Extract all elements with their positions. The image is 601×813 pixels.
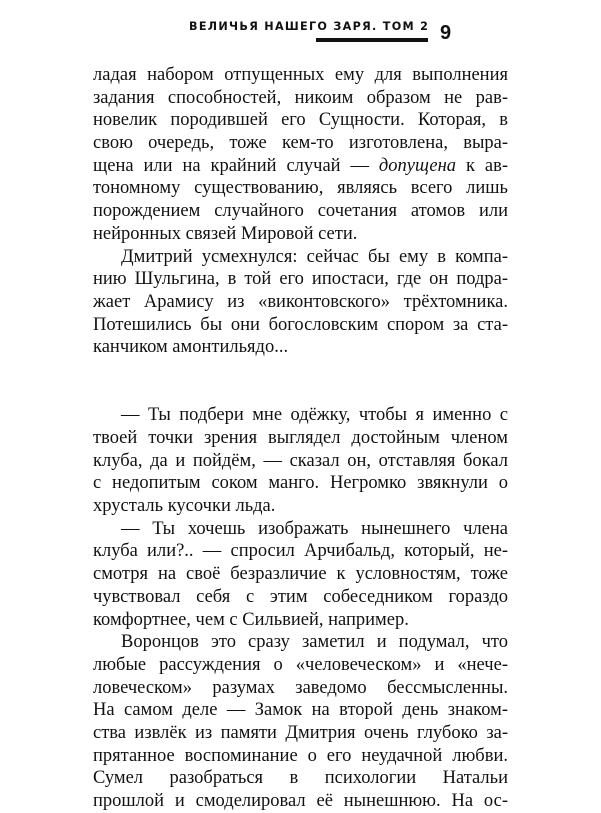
text-line: ладая набором отпущенных ему для выполнения — [93, 65, 508, 85]
text-line: Потешились бы они богословским спором за ста- — [93, 314, 508, 335]
text-line: нейронных связей Мировой сети. — [93, 223, 358, 244]
text-line: свою очередь, тоже кем-то изготовлена, выра- — [93, 133, 508, 154]
text-line: тономному существованию, являясь всего лишь — [93, 178, 508, 199]
paragraph-1 — [93, 64, 508, 246]
text-line: — Ты хочешь изображать нынешнего члена — [121, 518, 508, 539]
text-line: ства извлёк из памяти Дмитрия очень глубоко за- — [93, 722, 508, 743]
text-line — [93, 155, 508, 178]
text-line: жает Арамису из «виконтовского» трёхтомника. — [93, 291, 508, 312]
paragraph-5 — [93, 631, 508, 813]
text-line: задания способностей, никоим образом не рав- — [93, 87, 508, 108]
text-line: комфортнее, чем с Сильвией, например. — [93, 609, 409, 630]
paragraph-2 — [93, 246, 508, 359]
page-number: 9 — [440, 22, 452, 44]
header-rule — [316, 38, 428, 42]
text-line: чувствовал себя с этим собеседником гораздо — [93, 586, 508, 607]
text-line: Воронцов это сразу заметил и подумал, что — [121, 632, 508, 653]
text-line: канчиком амонтильядо... — [93, 337, 289, 358]
text-line: клуба, да и пойдём, — сказал он, отставляя бокал — [93, 450, 508, 471]
text-line: смотря на своё безразличие к условностям, тоже — [93, 564, 508, 585]
text-line: прошлой и смоделировал её нынешнюю. На ос- — [93, 791, 508, 812]
running-title: ВЕЛИЧЬЯ НАШЕГО ЗАРЯ. ТОМ 2 — [189, 20, 430, 33]
paragraph-4 — [93, 518, 508, 631]
page-header — [0, 0, 601, 56]
text-line: Сумел разобраться в психологии Натальи — [93, 768, 508, 789]
text-line: нию Шульгина, в той его ипостаси, где он подра- — [93, 269, 508, 290]
text-line: прятанное воспоминание о его неудачной любви. — [93, 745, 508, 766]
paragraph-3 — [93, 404, 508, 517]
text-line: клуба или?.. — спросил Арчибальд, который, не- — [93, 541, 508, 562]
text-run: к ав- — [456, 155, 508, 176]
text-line: с недопитым соком манго. Негромко звякнули о — [93, 473, 508, 494]
body-text — [93, 64, 508, 813]
italic-word: допущена — [378, 155, 457, 176]
text-line: хрусталь кусочки льда. — [93, 496, 276, 517]
text-line: ловеческом» разумах заведомо бессмысленны. — [93, 677, 508, 698]
text-line: На самом деле — Замок на второй день знаком- — [93, 700, 508, 721]
text-line: порождением случайного сочетания атомов или — [93, 201, 508, 222]
text-line: — Ты подбери мне одёжку, чтобы я именно с — [121, 405, 508, 426]
text-run: щена или на крайний случай — — [93, 155, 379, 176]
scene-break — [93, 359, 508, 404]
text-line: любые рассуждения о «человеческом» и «нече- — [93, 654, 508, 675]
text-line: новелик породившей его Сущности. Которая, в — [93, 110, 508, 131]
text-line: Дмитрий усмехнулся: сейчас бы ему в компа- — [121, 246, 508, 267]
text-line: твоей точки зрения выглядел достойным членом — [93, 428, 508, 449]
